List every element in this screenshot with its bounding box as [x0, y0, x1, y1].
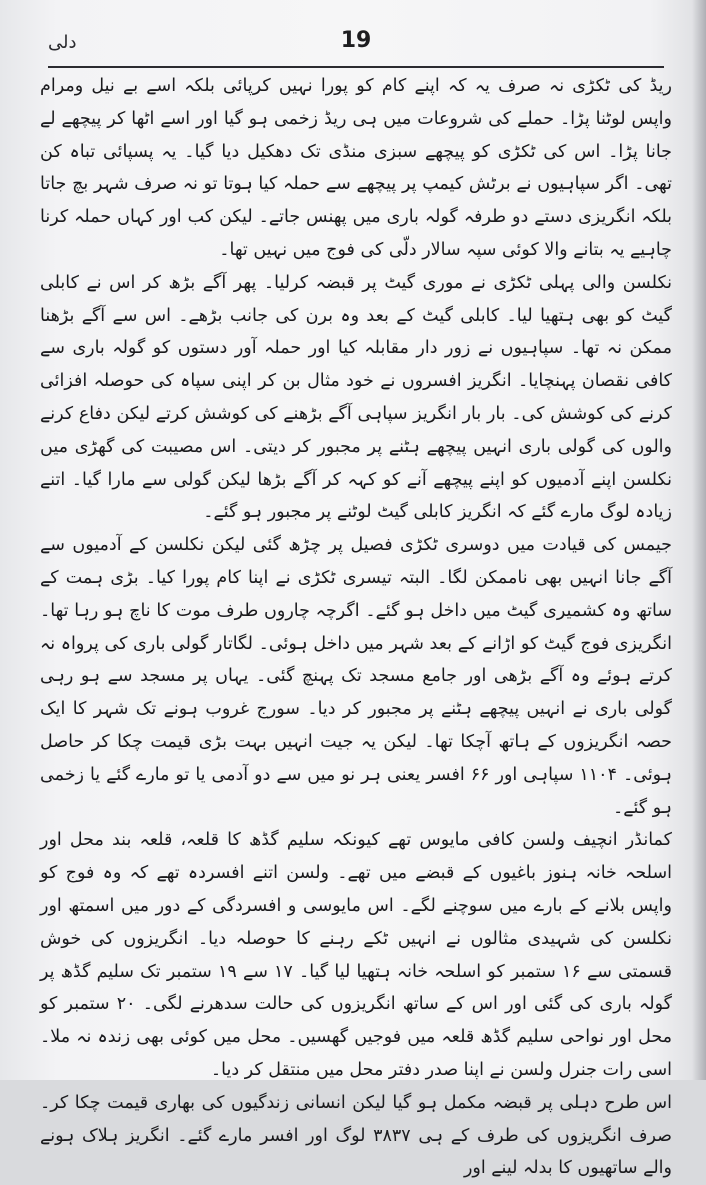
paragraph-5: اس طرح دہلی پر قبضہ مکمل ہو گیا لیکن انسانی زندگیوں کی بھاری قیمت چکا کر۔ صرف انگریزوں کی طرف کے ہی ۳۸۳۷ لوگ اور افسر مارے گئے۔ انگریز ہلاک ہونے والے ساتھیوں کا بدلہ لینے اور	[40, 1092, 673, 1179]
paragraph-4: کمانڈر انچیف ولسن کافی مایوس تھے کیونکہ سلیم گڈھ کا قلعہ، قلعہ بند محل اور اسلحہ خانہ ہنوز باغیوں کے قبضے میں تھے۔ ولسن اتنے افسردہ تھے کہ وہ فوج کو واپس بلانے کے بارے میں سوچنے لگے۔ اس مایوسی و افسردگی کے دور میں اسمتھ اور نکلسن کی شہیدی مثالوں نے انہیں ٹکے رہنے کا حوصلہ دیا۔ انگریزوں کی خوش قسمتی سے ۱۶ ستمبر کو اسلحہ خانہ ہتھیا لیا گیا۔ ۱۷ سے ۱۹ ستمبر تک سلیم گڈھ پر گولہ باری کی گئی اور اس کے ساتھ انگریزوں کی حالت سدھرنے لگی۔ ۲۰ ستمبر کو محل اور نواحی سلیم گڈھ قلعہ میں فوجیں گھسیں۔ محل میں کوئی بھی زندہ نہ ملا۔ اسی رات جنرل ولسن نے اپنا صدر دفتر محل میں منتقل کر دیا۔	[40, 830, 672, 1080]
running-title: دلی	[48, 32, 77, 53]
header-rule	[48, 66, 664, 68]
page-number: 19	[340, 28, 372, 53]
page-header	[48, 18, 664, 76]
paragraph-3: جیمس کی قیادت میں دوسری ٹکڑی فصیل پر چڑھ گئی لیکن نکلسن کے آدمیوں سے آگے جانا انہیں بھی ناممکن لگا۔ البتہ تیسری ٹکڑی نے اپنا کام پورا کیا۔ بڑی ہمت کے ساتھ وہ کشمیری گیٹ میں داخل ہو گئے۔ اگرچہ چاروں طرف موت کا ناچ ہو رہا تھا۔ انگریزی فوج گیٹ کو اڑانے کے بعد شہر میں داخل ہوئی۔ لگاتار گولی باری کی پرواہ نہ کرتے ہوئے وہ آگے بڑھی اور جامع مسجد تک پہنچ گئی۔ یہاں پر مسجد سے ہو رہی گولی باری نے انہیں پیچھے ہٹنے پر مجبور کر دیا۔ سورج غروب ہونے تک شہر کا ایک حصہ انگریزوں کے ہاتھ آچکا تھا۔ لیکن یہ جیت انہیں بہت بڑی قیمت چکا کر حاصل ہوئی۔ ۱۱۰۴ سپاہی اور ۶۶ افسر یعنی ہر نو میں سے دو آدمی یا تو مارے گئے یا زخمی ہو گئے۔	[40, 535, 672, 818]
paragraph-1: ریڈ کی ٹکڑی نہ صرف یہ کہ اپنے کام کو پورا نہیں کرپائی بلکہ اسے بے نیل ومرام واپس لوٹنا پڑا۔ حملے کی شروعات میں ہی ریڈ زخمی ہو گیا اور اسے اٹھا کر پیچھے لے جانا پڑا۔ اس کی ٹکڑی کو پیچھے سبزی منڈی تک دھکیل دیا گیا۔ یہ پسپائی تباہ کن تھی۔ اگر سپاہیوں نے برٹش کیمپ پر پیچھے سے حملہ کیا ہوتا تو نہ صرف شہر بچ جاتا بلکہ انگریزی دستے دو طرفہ گولہ باری میں پھنس جاتے۔ لیکن کب اور کہاں حملہ کرنا چاہیے یہ بتانے والا کوئی سپہ سالار دلّی کی فوج میں نہیں تھا۔	[40, 76, 672, 260]
paragraph-2: نکلسن والی پہلی ٹکڑی نے موری گیٹ پر قبضہ کرلیا۔ پھر آگے بڑھ کر اس نے کابلی گیٹ کو بھی ہتھیا لیا۔ کابلی گیٹ کے بعد وہ برن کی جانب بڑھے۔ اس سے آگے بڑھنا ممکن نہ تھا۔ سپاہیوں نے زور دار مقابلہ کیا اور حملہ آور دستوں کو گولہ باری سے کافی نقصان پہنچایا۔ انگریز افسروں نے خود مثال بن کر اپنی سپاہ کی حوصلہ افزائی کرنے کی کوشش کی۔ بار بار انگریز سپاہی آگے بڑھنے کی کوشش کرتے لیکن دفاع کرنے والوں کی گولی باری انہیں پیچھے ہٹنے پر مجبور کر دیتی۔ اس مصیبت کی گھڑی میں نکلسن اپنے آدمیوں کو اپنے پیچھے آنے کو کہہ کر آگے بڑھا لیکن گولی سے مارا گیا۔ اتنے زیادہ لوگ مارے گئے کہ انگریز کابلی گیٹ لوٹنے پر مجبور ہو گئے۔	[40, 272, 672, 523]
page-edge-shadow	[692, 0, 706, 1080]
body-text	[40, 70, 673, 1179]
